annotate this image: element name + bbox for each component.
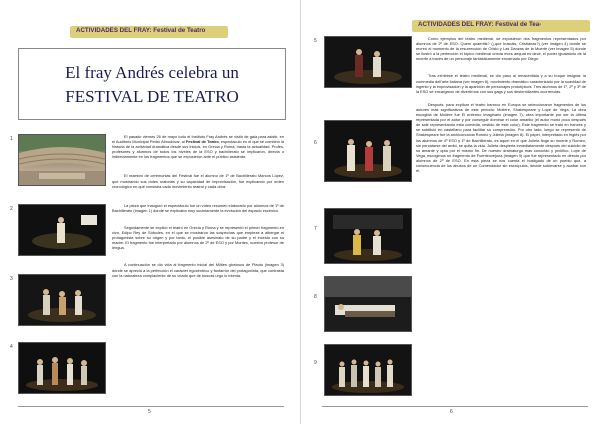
paragraph-text: El maestro de ceremonias del Festival fue el alumno de 1º de Bachillerato Marcos López, que mostrando sus dotes oratorias y su capacidad de improvisación, fue explicando por orden cronológico en qué consistía cada movimiento teatral y cada obra. [112,173,284,189]
page-number: 5 [148,409,151,415]
article-title-line-1: El fray Andrés celebra un [65,63,239,82]
photo-stage-performance-image [19,343,105,393]
photo-number: 7 [314,226,317,232]
photo-number: 5 [314,38,317,44]
photo-number: 9 [314,360,317,366]
right-page [312,8,592,418]
photo-stage-actors [18,274,106,326]
section-banner [70,26,228,38]
photo-roman-theatre-image [19,135,105,185]
paragraph [112,225,284,250]
article-title-box [18,48,286,120]
footer-rule [18,406,284,407]
paragraph-text: Seguidamente se explicó el teatro en Grecia y Roma y se representó el primer fragmento en vivo, Edipo Rey de Sófocles, en el que se mostraron las sospechas que empieza a albergar el protagonista sobre su origen y por tanto, el posible asesinato de su padre y el incesto con su madre. El fragmento fue interpretado por alumnos de 2º de ESO y por Montes, nuestro profesor de lengua. [112,224,284,251]
section-banner [412,20,590,32]
photo-number: 1 [10,136,13,142]
photo-number: 2 [10,206,13,212]
paragraph-text: A continuación se dio vida al fragmento inicial del Milites gloriosus de Plauto (imagen 3) donde se apreció a la perfección el carácter egocéntrico y fanfarrón del protagonista, que contrasta con la naturaleza complaciente de su criado que de buscas urgo lo intenta. [112,262,284,278]
photo-medieval-scene-image [325,37,411,87]
photo-commedia-image [325,121,411,181]
photo-moliere-image [325,209,411,263]
paragraph-text: El pasado viernes 26 de mayo todo el Instituto Fray Andrés se vistió de gala para asistir, en el Auditorio Municipal Pedro Almodóvar, al [112,134,284,145]
photo-medieval-scene [324,36,412,88]
article-body-right [416,36,586,176]
photo-commedia [324,120,412,182]
paragraph: Como ejemplos del teatro medieval, se expusieron dos fragmentos representados por alumnos de 2º de ESO: Quem quaeritis? (¿qué buscáis, Cristianas?) (ver imagen 4) donde se recreó el momento de la resurrección de Cristo y Las Danzas de la Muerte (ver imagen 5) donde se ilustró a la perfección el tópico medieval omnia mors aequat es decir, el poder igualatorio de la muerte a través de un personaje fantásticamente encarnado por Diego. [416,36,586,62]
photo-romeo-juliet [324,276,412,332]
photo-romeo-juliet-image [325,277,411,331]
paragraph-text: , espectáculo en el que se combinó la historia de la actividad dramática desde sus inicios, en Grecia y Roma, hasta la actualidad. Profes, profesores y alumnos de todos los niveles de la ESO y bachillerato se implicaron, directa o indirectamente en los fragmentos que se expusieron ante el público asistente. [112,139,284,160]
paragraph [112,203,284,213]
paragraph [112,173,284,188]
paragraph-text: La pieza que inauguró el espectáculo fue un vídeo resumen elaborado por alumnos de 1º de Bachillerato (imagen 1) donde se explicaba muy sucintamente la evolución del espacio escénico. [112,202,284,213]
photo-number: 3 [10,276,13,282]
photo-roman-theatre [18,134,106,186]
photo-moliere [324,208,412,264]
article-title-line-2: FESTIVAL DE TEATRO [65,87,239,106]
photo-stage-presenter [18,204,106,256]
photo-stage-presenter-image [19,205,105,255]
left-page [8,8,288,418]
footer-rule [322,406,588,407]
photo-number: 6 [314,140,317,146]
page-number: 6 [450,409,453,415]
photo-number: 8 [314,294,317,300]
paragraph: Después, para explicar el teatro barroco en Europa se seleccionaron fragmentos de los autores más significativos de este periodo: Molière, Shakespeare y Lope de Vega. La obra escogida de Molière fue El enfermo imaginario (imagen 7), obra importante por ser la última representada por el autor y por conseguir dominar el color amarillo (el autor murió poco después de salir representando esta comedia, vestido de este color). Este fragmento se trató en francés y se subtituló en castellano para facilitar su comprensión. Por otro lado, luego se representó de Shakespeare fue la archiconocida Romeo y Julieta (imagen 8). El papel, interpretado en inglés por los alumnos de 4º ESO y 1º de Bachillerato, es aquel en el que Julieta finge su muerte y Romeo, sin percatarse del ardid, se quita la vida. Julieta despierta inmediatamente después del suicidio de su amante y opta por el mismo fin. De nuestro dramaturgo más conocido y prolífico, Lope de Vega, escogimos un fragmento de Fuenteovejuna (imagen 9) que fue representado en directo por alumnos de 2º de ESO. En esta pieza se nos cuenta el hostigado de un pueblo que, a consecuencia de los abusos de un Comendador sin escrúpulos, decide sublevarse y acabar con él. [416,101,586,174]
paragraph [112,262,284,277]
photo-stage-actors-image [19,275,105,325]
photo-fuenteovejuna-image [325,345,411,395]
photo-number: 4 [10,344,13,350]
section-banner-text: ACTIVIDADES DEL FRAY: Festival de Tea- [418,21,542,28]
photo-fuenteovejuna [324,344,412,396]
article-body-left [112,134,284,281]
page-gutter [300,0,301,424]
section-banner-text: ACTIVIDADES DEL FRAY: Festival de Teatro [76,27,206,34]
paragraph-bold-text: Festival de Teatro [185,139,219,145]
paragraph: Tras exhibirse el teatro medieval, se dio paso al renacentista y a su buque insignia: la commedia dell'arte italiana (ver imagen 6), movimiento dramático caracterizado por la suavidad de ingenio y la improvisación y la aparición de personajes prototípicos. Tres alumnos de 1º, 2º y 3º de la ESO se encargaron de divertirnos con sus gags y sus desternillantes ocurrencias. [416,73,586,94]
photo-stage-performance [18,342,106,394]
paragraph [112,134,284,159]
